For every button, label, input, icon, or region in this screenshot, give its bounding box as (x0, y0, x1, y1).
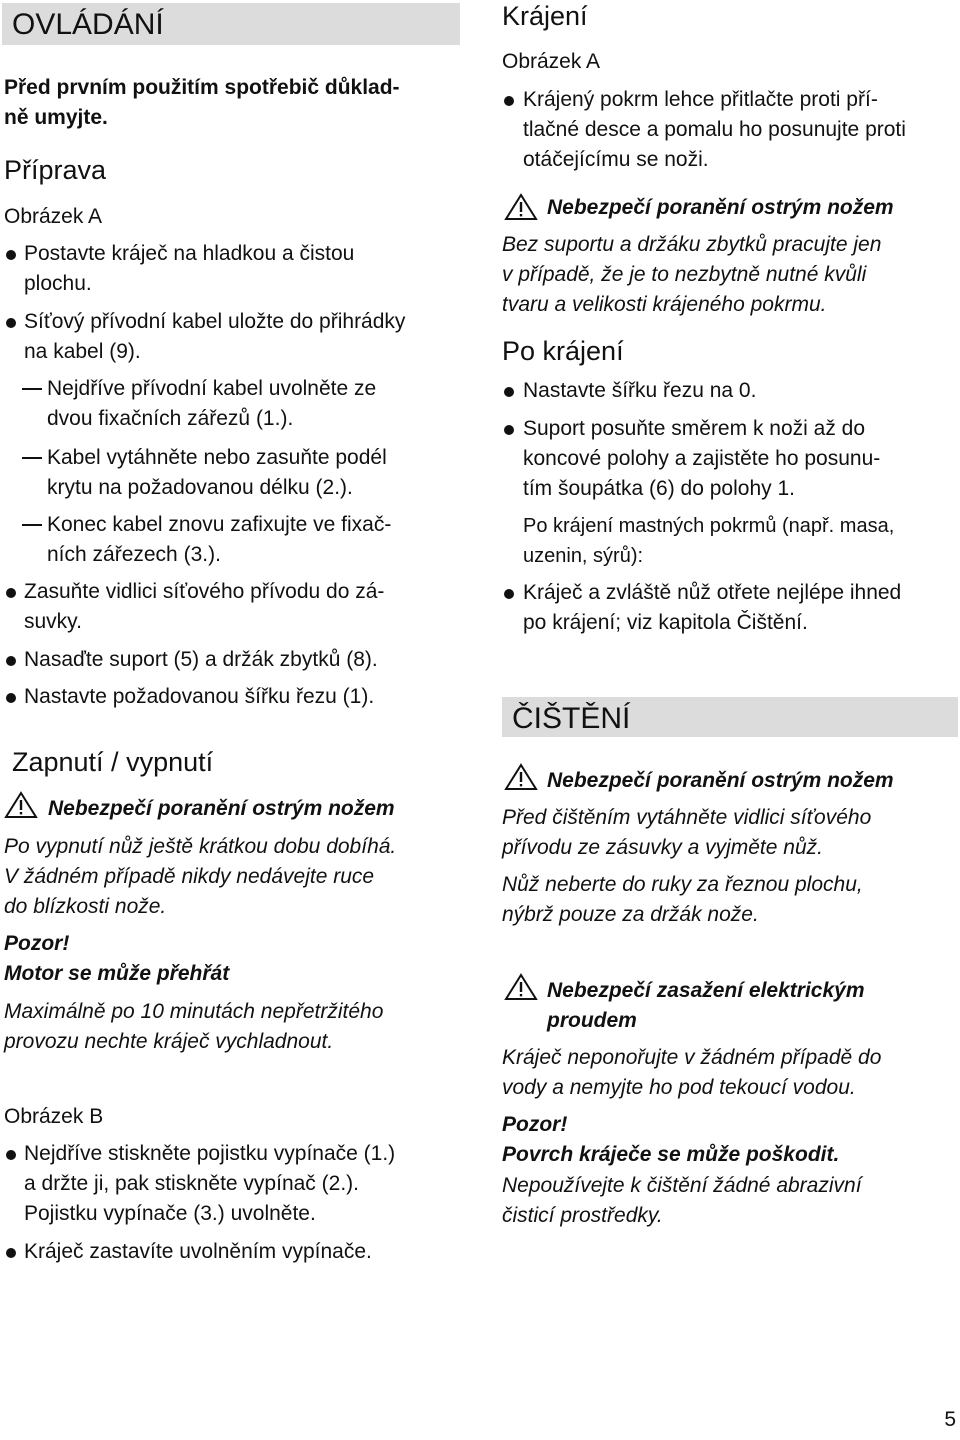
dash-icon (22, 524, 42, 526)
bullet-icon (6, 693, 16, 703)
figure-label-a: Obrázek A (502, 50, 601, 73)
motor-text: Maximálně po 10 minutách nepřetržitého provozu nechte kráječ vychladnout. (4, 1000, 384, 1053)
bullet-icon (504, 425, 514, 435)
damage-warning: Povrch kráječe se může poškodit. (502, 1143, 840, 1166)
figure-label-a: Obrázek A (4, 205, 103, 228)
heading-zapnuti: Zapnutí / vypnutí (12, 747, 214, 777)
damage-text: Nepoužívejte k čištění žádné abrazivní čisticí prostředky. (502, 1174, 862, 1227)
note-text: Po krájení mastných pokrmů (např. masa, uzenin, sýrů): (523, 515, 895, 567)
warning-icon (504, 193, 538, 221)
warning-text: Po vypnutí nůž ještě krátkou dobu dobíhá. V žádném případě nikdy nedávejte ruce do blízkosti nože. (4, 835, 397, 918)
section-banner-ovladani (2, 3, 460, 45)
warning-icon (504, 763, 538, 791)
pozor-label: Pozor! (4, 932, 70, 955)
figure-label-b: Obrázek B (4, 1105, 104, 1128)
warning-text: Nůž neberte do ruky za řeznou plochu, nýbrž pouze za držák nože. (502, 873, 863, 926)
bullet-icon (6, 250, 16, 260)
section-title: OVLÁDÁNÍ (12, 8, 164, 41)
bullet-icon (6, 656, 16, 666)
bullet-icon (6, 588, 16, 598)
bullet-icon (504, 96, 514, 106)
section-title: ČIŠTĚNÍ (512, 702, 631, 735)
bullet-icon (6, 1150, 16, 1160)
warning-title: Nebezpečí poranění ostrým nožem (547, 769, 894, 792)
pozor-label: Pozor! (502, 1113, 568, 1136)
section-banner-cisteni (502, 697, 958, 737)
warning-text: Před čištěním vytáhněte vidlici síťového přívodu ze zásuvky a vyjměte nůž. (502, 806, 872, 859)
page-number: 5 (944, 1408, 956, 1431)
warning-title: Nebezpečí poranění ostrým nožem (48, 797, 395, 820)
motor-warning: Motor se může přehřát (4, 962, 230, 985)
warning-icon (4, 791, 38, 819)
bullet-icon (6, 318, 16, 328)
warning-icon (504, 973, 538, 1001)
warning-title: Nebezpečí zasažení elektrickým proudem (547, 979, 865, 1032)
heading-priprava: Příprava (4, 155, 107, 185)
bullet-icon (504, 387, 514, 397)
warning-text: Bez suportu a držáku zbytků pracujte jen v případě, že je to nezbytně nutné kvůli tvaru a velikosti krájeného pokrmu. (502, 233, 882, 316)
dash-icon (22, 388, 42, 390)
warning-text: Kráječ neponořujte v žádném případě do vody a nemyjte ho pod tekoucí vodou. (502, 1046, 882, 1099)
bullet-icon (6, 1248, 16, 1258)
dash-icon (22, 457, 42, 459)
heading-po-krajeni: Po krájení (502, 336, 624, 366)
bullet-icon (504, 589, 514, 599)
intro-text: Před prvním použitím spotřebič důklad- ně umyjte. (4, 76, 400, 129)
heading-krajeni: Krájení (502, 1, 588, 31)
warning-title: Nebezpečí poranění ostrým nožem (547, 196, 894, 219)
